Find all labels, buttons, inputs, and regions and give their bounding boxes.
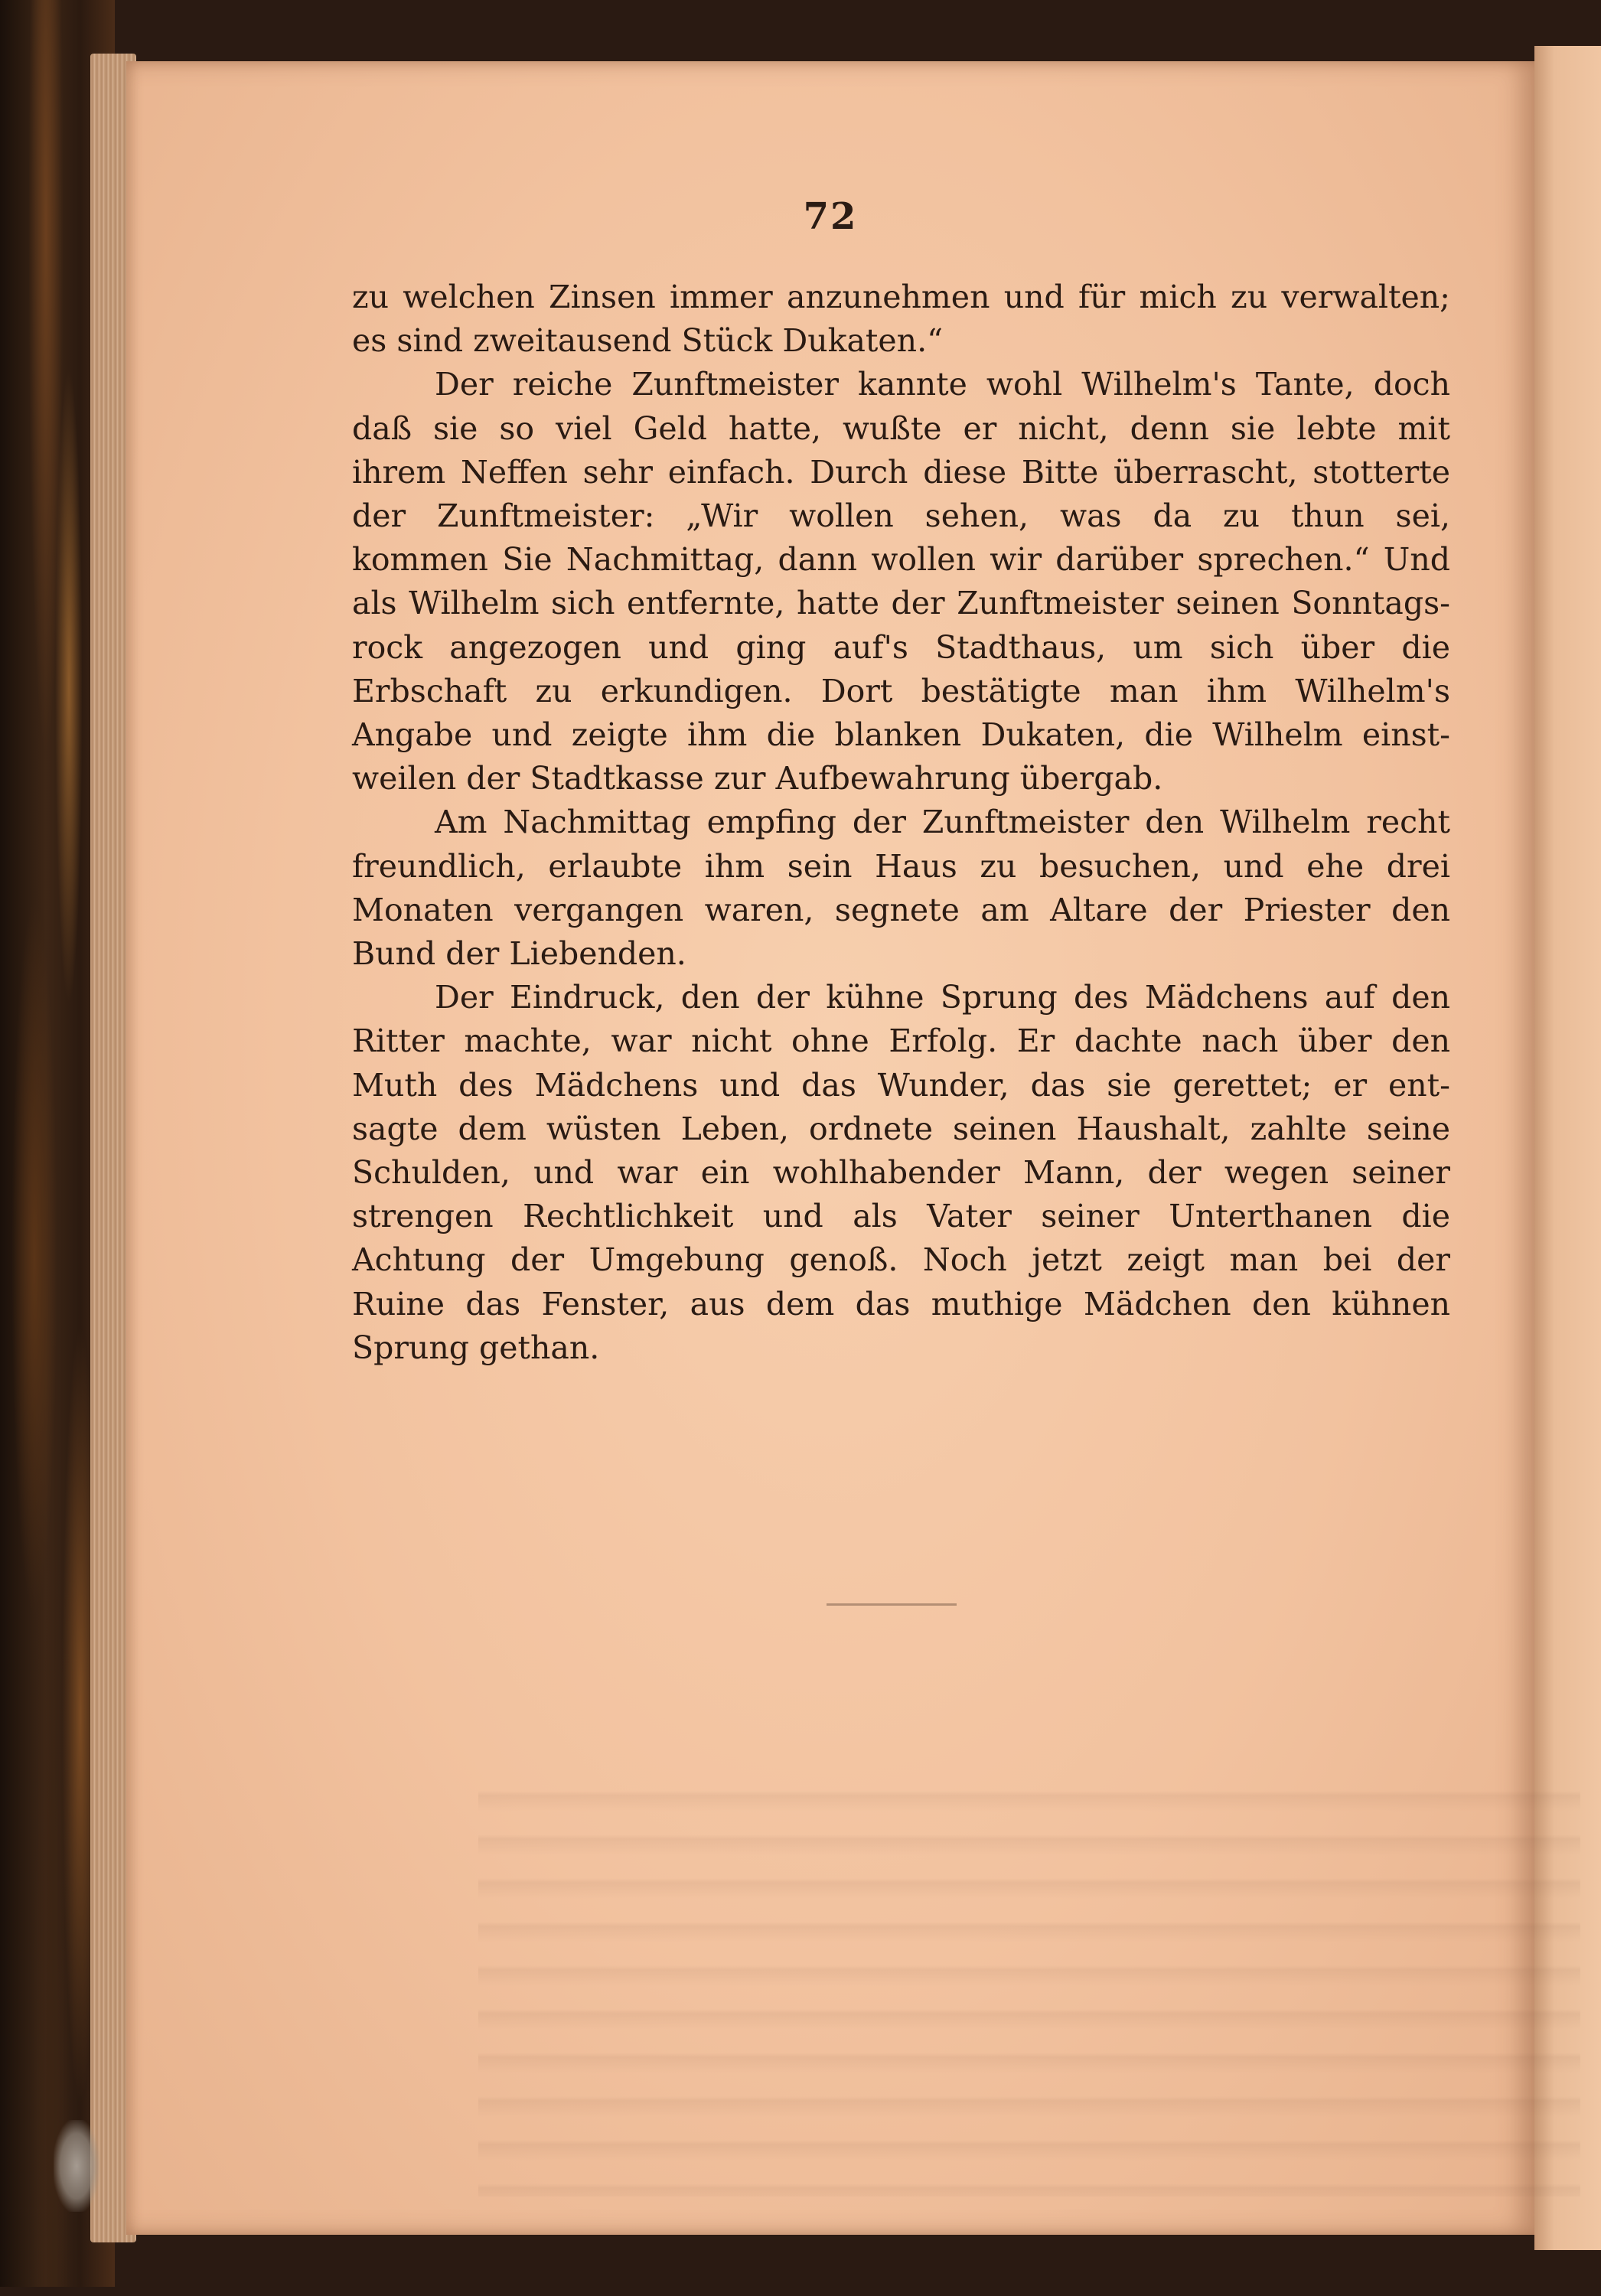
text-line: weilen der Stadtkasse zur Aufbewahrung übergab. xyxy=(352,760,1163,797)
text-line: Der reiche Zunftmeister kannte wohl Wilhelm's Tante, doch xyxy=(435,366,1450,403)
text-line: Muth des Mädchens und das Wunder, das sie gerettet; er ent- xyxy=(352,1066,1450,1104)
paragraph-4 xyxy=(352,976,1450,1370)
text-line: Achtung der Umgebung genoß. Noch jetzt zeigt man bei der xyxy=(352,1241,1450,1279)
text-line: Schulden, und war ein wohlhabender Mann, der wegen seiner xyxy=(352,1154,1450,1192)
worn-corner xyxy=(54,2120,99,2212)
text-line: Am Nachmittag empfing der Zunftmeister den Wilhelm recht xyxy=(435,804,1450,841)
text-line: Angabe und zeigte ihm die blanken Dukaten, die Wilhelm einst- xyxy=(352,716,1450,754)
text-line: ihrem Neffen sehr einfach. Durch diese Bitte überrascht, stotterte xyxy=(352,453,1450,491)
paragraph-2 xyxy=(352,363,1450,801)
text-line: der Zunftmeister: „Wir wollen sehen, was da zu thun sei, xyxy=(352,497,1450,535)
text-line: Bund der Liebenden. xyxy=(352,935,686,973)
text-line: Ruine das Fenster, aus dem das muthige Mädchen den kühnen xyxy=(352,1285,1450,1322)
text-line: es sind zweitausend Stück Dukaten.“ xyxy=(352,322,944,360)
text-line: rock angezogen und ging auf's Stadthaus, um sich über die xyxy=(352,628,1450,666)
text-line: strengen Rechtlichkeit und als Vater seiner Unterthanen die xyxy=(352,1198,1450,1235)
section-divider xyxy=(827,1603,957,1606)
page-number: 72 xyxy=(803,195,858,238)
text-line: freundlich, erlaubte ihm sein Haus zu besuchen, und ehe drei xyxy=(352,847,1450,885)
paragraph-3 xyxy=(352,801,1450,976)
text-line: Der Eindruck, den der kühne Sprung des Mädchens auf den xyxy=(435,979,1450,1016)
text-line: Ritter machte, war nicht ohne Erfolg. Er dachte nach über den xyxy=(352,1022,1450,1060)
body-text xyxy=(352,276,1450,1370)
text-line: zu welchen Zinsen immer anzunehmen und für mich zu verwalten; xyxy=(352,279,1450,315)
text-line: Sprung gethan. xyxy=(352,1329,600,1366)
text-line: als Wilhelm sich entfernte, hatte der Zunftmeister seinen Sonntags- xyxy=(352,585,1450,622)
text-line: sagte dem wüsten Leben, ordnete seinen Haushalt, zahlte seine xyxy=(352,1110,1450,1147)
text-line: kommen Sie Nachmittag, dann wollen wir darüber sprechen.“ Und xyxy=(352,541,1450,579)
text-line: daß sie so viel Geld hatte, wußte er nicht, denn sie lebte mit xyxy=(352,409,1450,447)
paragraph-1 xyxy=(352,276,1450,363)
text-line: Monaten vergangen waren, segnete am Altare der Priester den xyxy=(352,891,1450,928)
bleed-through-text xyxy=(478,1768,1580,2197)
text-line: Erbschaft zu erkundigen. Dort bestätigte man ihm Wilhelm's xyxy=(352,672,1450,709)
